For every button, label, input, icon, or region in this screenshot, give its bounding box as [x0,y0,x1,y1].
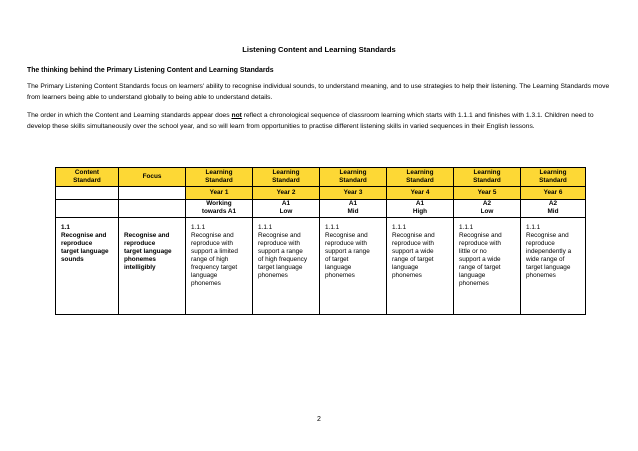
header-learning-standard: Learning Standard [454,168,521,187]
page-number: 2 [317,416,321,423]
year-cell: Year 6 [521,187,586,200]
learning-standard-cell: 1.1.1 Recognise and reproduce with support a range of target language phonemes [320,218,387,315]
learning-standard-cell: 1.1.1 Recognise and reproduce with support a limited range of high frequency target language phonemes [186,218,253,315]
blank-cell [119,187,186,200]
header-learning-standard: Learning Standard [387,168,454,187]
year-cell: Year 1 [186,187,253,200]
order-paragraph-end: reflect a chronological sequence of classroom learning which starts with 1.1.1 and finishes with 1.3.1. Children need to develop these skills simultaneously over the school year, and so will learn from opportunities to practise different listening skills in varied sequences in their English lessons. [27,112,594,130]
content-standard-cell: 1.1 Recognise and reproduce target language sounds [56,218,119,315]
header-focus: Focus [119,168,186,187]
year-cell: Year 3 [320,187,387,200]
year-cell: Year 2 [253,187,320,200]
year-row [56,187,586,200]
level-cell: A2 Low [454,200,521,218]
learning-standard-cell: 1.1.1 Recognise and reproduce with little or no support a wide range of target language phonemes [454,218,521,315]
document-title: Listening Content and Learning Standards [242,45,396,54]
emphasis-not: not [231,112,242,119]
intro-paragraph: The Primary Listening Content Standards focus on learners' ability to recognise individual sounds, to understand meaning, and to use strategies to help their listening. The Learning Standards move from learners being able to understand globally to being able to understand details. [27,83,610,101]
level-cell: A1 Low [253,200,320,218]
level-cell: A2 Mid [521,200,586,218]
section-heading: The thinking behind the Primary Listening Content and Learning Standards [27,67,274,74]
header-learning-standard: Learning Standard [253,168,320,187]
level-row [56,200,586,218]
learning-standard-cell: 1.1.1 Recognise and reproduce with support a wide range of target language phonemes [387,218,454,315]
order-paragraph-start: The order in which the Content and Learning standards appear does [27,112,232,119]
blank-cell [119,200,186,218]
learning-standard-cell: 1.1.1 Recognise and reproduce with support a range of high frequency target language phonemes [253,218,320,315]
level-cell: Working towards A1 [186,200,253,218]
year-cell: Year 4 [387,187,454,200]
order-paragraph [27,111,615,132]
header-learning-standard: Learning Standard [186,168,253,187]
blank-cell [56,200,119,218]
header-learning-standard: Learning Standard [521,168,586,187]
focus-cell: Recognise and reproduce target language phonemes intelligibly [119,218,186,315]
level-cell: A1 High [387,200,454,218]
level-cell: A1 Mid [320,200,387,218]
blank-cell [56,187,119,200]
learning-standard-cell: 1.1.1 Recognise and reproduce independently a wide range of target language phonemes [521,218,586,315]
header-learning-standard: Learning Standard [320,168,387,187]
header-row [56,168,586,187]
year-cell: Year 5 [454,187,521,200]
content-row [56,218,586,315]
header-content-standard: Content Standard [56,168,119,187]
standards-table [55,167,586,315]
